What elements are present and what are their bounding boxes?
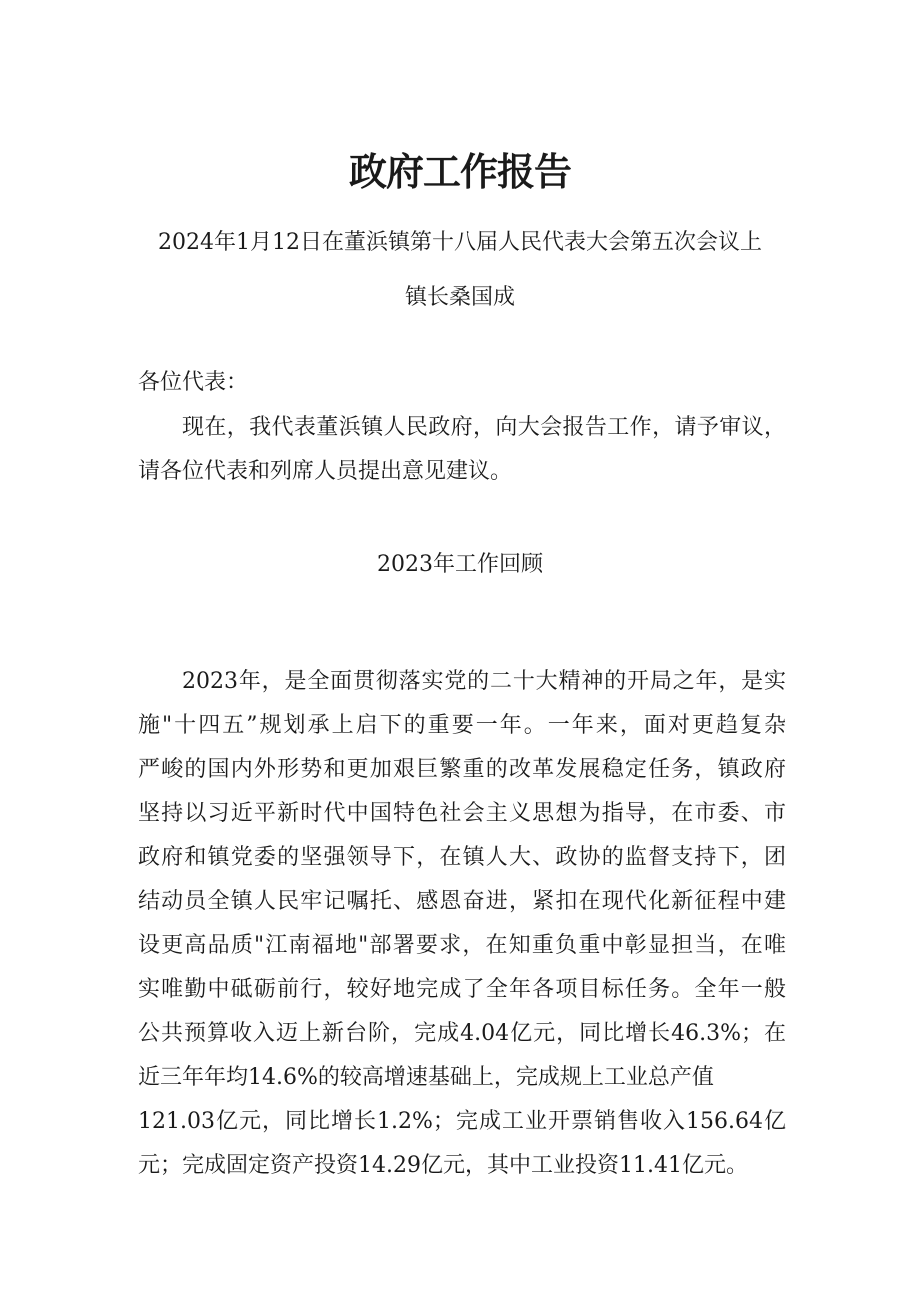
review-line: 2023年，是全面贯彻落实党的二十大精神的开局之年，是实 (182, 669, 786, 694)
review-line: 公共预算收入迈上新台阶，完成4.04亿元，同比增长46.3%；在 (138, 1021, 786, 1046)
review-line: 政府和镇党委的坚强领导下，在镇人大、政协的监督支持下，团 (138, 845, 786, 870)
document-title: 政府工作报告 (348, 150, 571, 194)
review-paragraph (138, 660, 786, 1188)
intro-line: 现在，我代表董浜镇人民政府，向大会报告工作，请予审议， (182, 415, 786, 440)
section-heading: 2023年工作回顾 (377, 552, 543, 577)
review-line: 施"十四五”规划承上启下的重要一年。一年来，面对更趋复杂 (138, 713, 786, 738)
review-line: 结动员全镇人民牢记嘱托、感恩奋进，紧扣在现代化新征程中建 (138, 889, 786, 914)
review-line: 实唯勤中砥砺前行，较好地完成了全年各项目标任务。全年一般 (138, 977, 786, 1002)
salutation: 各位代表： (138, 370, 249, 395)
review-line: 121.03亿元，同比增长1.2%；完成工业开票销售收入156.64亿 (138, 1109, 786, 1134)
intro-paragraph (138, 406, 786, 494)
review-line: 近三年年均14.6%的较高增速基础上，完成规上工业总产值 (138, 1065, 714, 1090)
review-line: 坚持以习近平新时代中国特色社会主义思想为指导，在市委、市 (138, 801, 786, 826)
intro-line: 请各位代表和列席人员提出意见建议。 (138, 459, 513, 484)
document-author: 镇长桑国成 (404, 285, 515, 310)
document-subtitle: 2024年1月12日在董浜镇第十八届人民代表大会第五次会议上 (158, 230, 762, 255)
review-line: 元；完成固定资产投资14.29亿元，其中工业投资11.41亿元。 (138, 1153, 748, 1178)
review-line: 设更高品质"江南福地"部署要求，在知重负重中彰显担当，在唯 (138, 933, 786, 958)
review-line: 严峻的国内外形势和更加艰巨繁重的改革发展稳定任务，镇政府 (138, 757, 786, 782)
